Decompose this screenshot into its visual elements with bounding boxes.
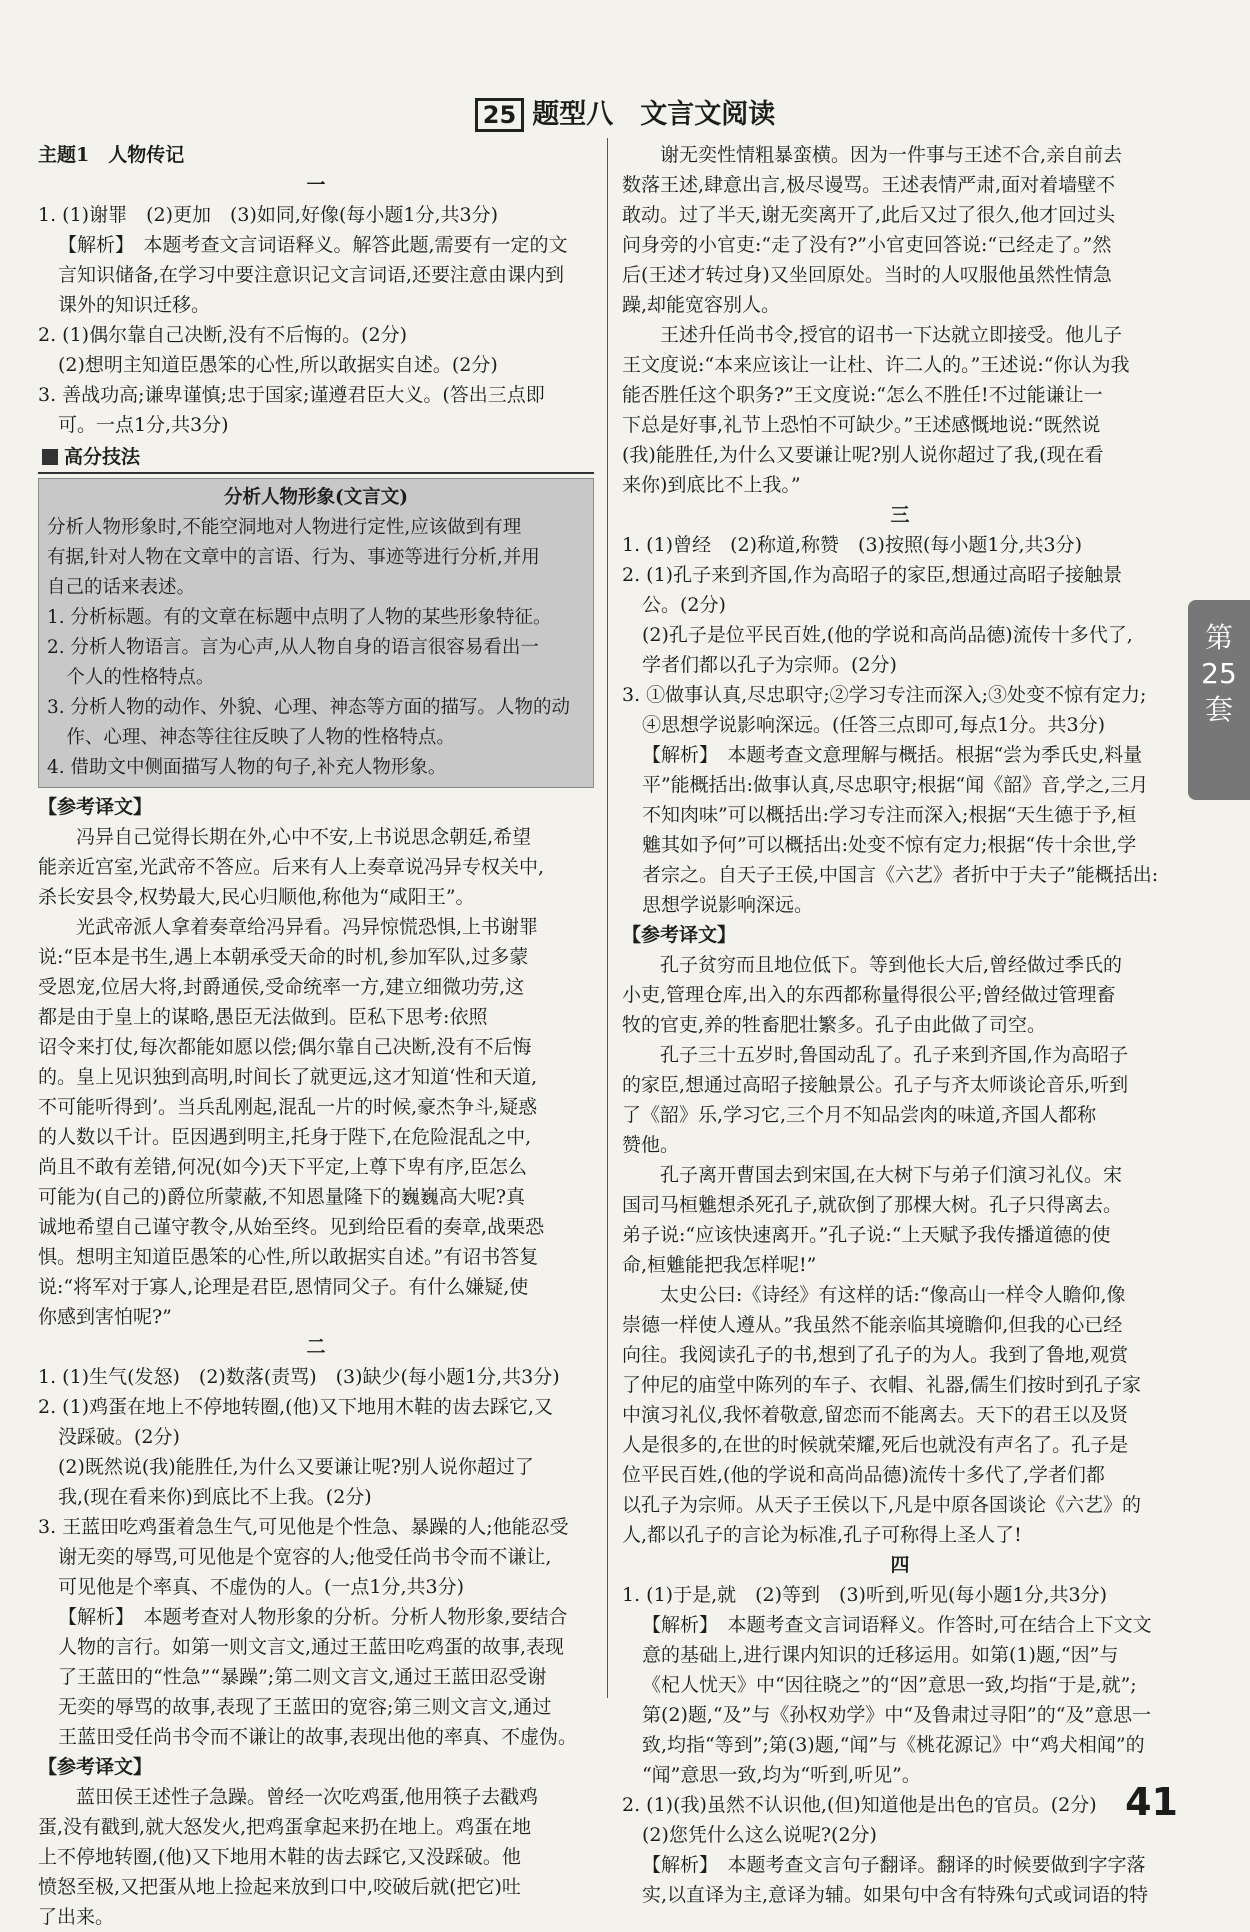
text-line: 【解析】 本题考查文言词语释义。作答时,可在结合上下文文 <box>641 1614 1152 1636</box>
text-line: 国司马桓魋想杀死孔子,就砍倒了那棵大树。孔子只得离去。 <box>622 1194 1123 1216</box>
text-line: 2. (1)孔子来到齐国,作为高昭子的家臣,想通过高昭子接触景 <box>622 564 1123 586</box>
tip-line: 个人的性格特点。 <box>66 667 215 688</box>
text-line: 孔子离开曹国去到宋国,在大树下与弟子们演习礼仪。宋 <box>660 1164 1123 1186</box>
text-line: 2. (1)偶尔靠自己决断,没有不后悔的。(2分) <box>38 324 408 346</box>
section-heading <box>38 442 594 474</box>
tip-line: 有据,针对人物在文章中的言语、行为、事迹等进行分析,并用 <box>47 547 540 568</box>
text-line: 人是很多的,在世的时候就荣耀,死后也就没有声名了。孔子是 <box>622 1434 1129 1456</box>
text-line: 都是由于皇上的谋略,愚臣无法做到。臣私下思考:依照 <box>38 1006 488 1028</box>
text-line: 无奕的辱骂的故事,表现了王蓝田的宽容;第三则文言文,通过 <box>57 1696 552 1718</box>
text-line: 孔子贫穷而且地位低下。等到他长大后,曾经做过季氏的 <box>660 954 1123 976</box>
text-line: 诏令来打仗,每次都能如愿以偿;偶尔靠自己决断,没有不后悔 <box>38 1036 532 1058</box>
text-line: (2)既然说(我)能胜任,为什么又要谦让呢?别人说你超过了 <box>57 1456 534 1478</box>
text-line: 蛋,没有戳到,就大怒发火,把鸡蛋拿起来扔在地上。鸡蛋在地 <box>38 1816 532 1838</box>
share-icon <box>42 449 58 465</box>
text-line: 王蓝田受任尚书令而不谦让的故事,表现出他的率真、不虚伪。 <box>57 1726 577 1748</box>
text-line: 尚且不敢有差错,何况(如今)天下平定,上尊下卑有序,臣怎么 <box>38 1156 527 1178</box>
text-line: 言知识储备,在学习中要注意识记文言词语,还要注意由课内到 <box>57 264 565 286</box>
text-line: 1. (1)生气(发怒) (2)数落(责骂) (3)缺少(每小题1分,共3分) <box>38 1366 560 1388</box>
text-line: 能否胜任这个职务?”王文度说:“怎么不胜任!不过能谦让一 <box>622 384 1103 406</box>
text-line: 牧的官吏,养的牲畜肥壮繁多。孔子由此做了司空。 <box>622 1014 1047 1036</box>
text-line: 王述升任尚书令,授官的诏书一下达就立即接受。他儿子 <box>660 324 1123 346</box>
text-line: 魋其如予何”可以概括出:处变不惊有定力;根据“传十余世,学 <box>641 834 1137 856</box>
set-number: 25 <box>475 98 524 132</box>
text-line: 位平民百姓,(他的学说和高尚品德)流传十多代了,学者们都 <box>622 1464 1105 1486</box>
text-line: 1. (1)谢罪 (2)更加 (3)如同,好像(每小题1分,共3分) <box>38 204 498 226</box>
text-line: 谢无奕性情粗暴蛮横。因为一件事与王述不合,亲自前去 <box>660 144 1123 166</box>
text-line: 说:“将军对于寡人,论理是君臣,恩情同父子。有什么嫌疑,使 <box>38 1276 529 1298</box>
text-line: 的人数以千计。臣因遇到明主,托身于陛下,在危险混乱之中, <box>38 1126 532 1148</box>
text-line: 课外的知识迁移。 <box>57 294 210 316</box>
text-line: 3. ①做事认真,尽忠职守;②学习专注而深入;③处变不惊有定力; <box>622 684 1147 706</box>
text-line: 第(2)题,“及”与《孙权劝学》中“及鲁肃过寻阳”的“及”意思一 <box>641 1704 1152 1726</box>
text-line: 二 <box>306 1336 326 1358</box>
right-column <box>622 140 1178 1910</box>
tip-line: 分析人物形象时,不能空洞地对人物进行定性,应该做到有理 <box>47 517 522 538</box>
text-line: 不知肉味”可以概括出:学习专注而深入;根据“天生德于予,桓 <box>641 804 1137 826</box>
column-divider <box>607 138 608 1698</box>
text-line: 来你)到底比不上我。” <box>622 474 801 496</box>
text-line: 【解析】 本题考查文言词语释义。解答此题,需要有一定的文 <box>57 234 568 256</box>
tip-line: 分析人物形象(文言文) <box>223 487 408 508</box>
text-line: 小吏,管理仓库,出入的东西都称量得很公平;曾经做过管理畜 <box>622 984 1116 1006</box>
text-line: 【解析】 本题考查文意理解与概括。根据“尝为季氏史,料量 <box>641 744 1143 766</box>
text-line: 四 <box>890 1554 910 1576</box>
text-line: 【解析】 本题考查文言句子翻译。翻译的时候要做到字字落 <box>641 1854 1146 1876</box>
text-line: ④思想学说影响深远。(任答三点即可,每点1分。共3分) <box>641 714 1105 736</box>
tip-line: 作、心理、神态等往往反映了人物的性格特点。 <box>66 727 455 748</box>
page-title <box>0 92 1250 132</box>
text-line: 可能为(自己的)爵位所蒙蔽,不知恩量隆下的巍巍高大呢?真 <box>38 1186 526 1208</box>
text-line: 上不停地转圈,(他)又下地用木鞋的齿去踩它,又没踩破。他 <box>38 1846 521 1868</box>
text-line: 赞他。 <box>622 1134 680 1156</box>
text-line: 命,桓魋能把我怎样呢!” <box>622 1254 817 1276</box>
text-line: 者宗之。自天子王侯,中国言《六艺》者折中于夫子”能概括出: <box>641 864 1159 886</box>
text-line: 不可能听得到’。当兵乱刚起,混乱一片的时候,豪杰争斗,疑惑 <box>38 1096 538 1118</box>
side-tab-line: 25 <box>1201 657 1237 690</box>
text-line: 受恩宠,位居大将,封爵通侯,受命统率一方,建立细微功劳,这 <box>38 976 525 998</box>
tip-line: 自己的话来表述。 <box>47 577 196 598</box>
text-line: 了《韶》乐,学习它,三个月不知品尝肉的味道,齐国人都称 <box>622 1104 1097 1126</box>
text-line: 弟子说:“应该快速离开。”孔子说:“上天赋予我传播道德的使 <box>622 1224 1111 1246</box>
text-line: 【参考译文】 <box>38 1756 153 1778</box>
text-line: 向往。我阅读孔子的书,想到了孔子的为人。我到了鲁地,观赏 <box>622 1344 1129 1366</box>
text-line: 以孔子为宗师。从天子王侯以下,凡是中原各国谈论《六艺》的 <box>622 1494 1142 1516</box>
text-line: 我,(现在看来你)到底比不上我。(2分) <box>57 1486 372 1508</box>
text-line: 崇德一样使人遵从。”我虽然不能亲临其境瞻仰,但我的心已经 <box>622 1314 1123 1336</box>
text-line: 主题1 人物传记 <box>38 144 185 166</box>
tip-line: 3. 分析人物的动作、外貌、心理、神态等方面的描写。人物的动 <box>47 697 571 718</box>
text-line: 人物的言行。如第一则文言文,通过王蓝田吃鸡蛋的故事,表现 <box>57 1636 565 1658</box>
title-text: 题型八 文言文阅读 <box>532 99 776 130</box>
text-line: 平”能概括出:做事认真,尽忠职守;根据“闻《韶》音,学之,三月 <box>641 774 1149 796</box>
text-line: 3. 王蓝田吃鸡蛋着急生气,可见他是个性急、暴躁的人;他能忍受 <box>38 1516 569 1538</box>
text-line: 愤怒至极,又把蛋从地上捡起来放到口中,咬破后就(把它)吐 <box>38 1876 521 1898</box>
tip-line: 1. 分析标题。有的文章在标题中点明了人物的某些形象特征。 <box>47 607 552 628</box>
text-line: 后(王述才转过身)又坐回原处。当时的人叹服他虽然性情急 <box>622 264 1112 286</box>
text-line: 人,都以孔子的言论为标准,孔子可称得上圣人了! <box>622 1524 1022 1546</box>
page-number: 41 <box>1125 1780 1178 1824</box>
text-line: 学者们都以孔子为宗师。(2分) <box>641 654 897 676</box>
text-line: 1. (1)曾经 (2)称道,称赞 (3)按照(每小题1分,共3分) <box>622 534 1082 556</box>
text-line: 了出来。 <box>38 1906 115 1928</box>
text-line: 中演习礼仪,我怀着敬意,留恋而不能离去。天下的君王以及贤 <box>622 1404 1129 1426</box>
text-line: 三 <box>890 504 910 526</box>
text-line: 诚地希望自己谨守教令,从始至终。见到给臣看的奏章,战栗恐 <box>38 1216 545 1238</box>
text-line: 可见他是个率真、不虚伪的人。(一点1分,共3分) <box>57 1576 464 1598</box>
text-line: 2. (1)鸡蛋在地上不停地转圈,(他)又下地用木鞋的齿去踩它,又 <box>38 1396 553 1418</box>
text-line: 蓝田侯王述性子急躁。曾经一次吃鸡蛋,他用筷子去戳鸡 <box>76 1786 539 1808</box>
text-line: 数落王述,肆意出言,极尽谩骂。王述表情严肃,面对着墙壁不 <box>622 174 1116 196</box>
text-line: 了王蓝田的“性急”“暴躁”;第二则文言文,通过王蓝田忍受谢 <box>57 1666 547 1688</box>
text-line: 谢无奕的辱骂,可见他是个宽容的人;他受任尚书令而不谦让, <box>57 1546 552 1568</box>
text-line: (2)孔子是位平民百姓,(他的学说和高尚品德)流传十多代了, <box>641 624 1133 646</box>
text-line: 可。一点1分,共3分) <box>57 414 229 436</box>
text-line: 实,以直译为主,意译为辅。如果句中含有特殊句式或词语的特 <box>641 1884 1149 1906</box>
text-line: 能亲近宫室,光武帝不答应。后来有人上奏章说冯异专权关中, <box>38 856 545 878</box>
text-line: 说:“臣本是书生,遇上本朝承受天命的时机,参加军队,过多蒙 <box>38 946 529 968</box>
side-tab-line: 第 <box>1204 621 1233 654</box>
text-line: 没踩破。(2分) <box>57 1426 180 1448</box>
text-line: (2)您凭什么这么说呢?(2分) <box>641 1824 877 1846</box>
text-line: 敢动。过了半天,谢无奕离开了,此后又过了很久,他才回过头 <box>622 204 1116 226</box>
text-line: 孔子三十五岁时,鲁国动乱了。孔子来到齐国,作为高昭子 <box>660 1044 1129 1066</box>
text-line: 2. (1)(我)虽然不认识他,(但)知道他是出色的官员。(2分) <box>622 1794 1097 1816</box>
side-tab-line: 套 <box>1204 693 1233 726</box>
side-tab <box>1188 600 1250 800</box>
text-line: 冯异自己觉得长期在外,心中不安,上书说思念朝廷,希望 <box>76 826 532 848</box>
text-line: 《杞人忧天》中“因往晓之”的“因”意思一致,均指“于是,就”; <box>641 1674 1137 1696</box>
text-line: 了仲尼的庙堂中陈列的车子、衣帽、礼器,儒生们按时到孔子家 <box>622 1374 1142 1396</box>
text-line: (2)想明主知道臣愚笨的心性,所以敢据实自述。(2分) <box>57 354 498 376</box>
text-line: 你感到害怕呢?” <box>38 1306 172 1328</box>
text-line: 公。(2分) <box>641 594 726 616</box>
text-line: 王文度说:“本来应该让一让杜、许二人的。”王述说:“你认为我 <box>622 354 1130 376</box>
tip-line: 2. 分析人物语言。言为心声,从人物自身的语言很容易看出一 <box>47 637 539 658</box>
text-line: (我)能胜任,为什么又要谦让呢?别人说你超过了我,(现在看 <box>622 444 1104 466</box>
text-line: 【参考译文】 <box>622 924 737 946</box>
text-line: 光武帝派人拿着奏章给冯异看。冯异惊慌恐惧,上书谢罪 <box>76 916 539 938</box>
text-line: 的家臣,想通过高昭子接触景公。孔子与齐太师谈论音乐,听到 <box>622 1074 1129 1096</box>
text-line: 下总是好事,礼节上恐怕不可缺少。”王述感慨地说:“既然说 <box>622 414 1101 436</box>
left-column <box>38 140 594 1932</box>
text-line: 惧。想明主知道臣愚笨的心性,所以敢据实自述。”有诏书答复 <box>38 1246 539 1268</box>
tip-line: 4. 借助文中侧面描写人物的句子,补充人物形象。 <box>47 757 447 778</box>
text-line: “闻”意思一致,均为“听到,听见”。 <box>641 1764 921 1786</box>
text-line: 【解析】 本题考查对人物形象的分析。分析人物形象,要结合 <box>57 1606 568 1628</box>
section-heading-text: 高分技法 <box>64 446 141 468</box>
text-line: 的。皇上见识独到高明,时间长了就更远,这才知道‘性和天道, <box>38 1066 538 1088</box>
text-line: 思想学说影响深远。 <box>641 894 813 916</box>
tip-box <box>38 478 594 788</box>
text-line: 问身旁的小官吏:“走了没有?”小官吏回答说:“已经走了。”然 <box>622 234 1112 256</box>
text-line: 【参考译文】 <box>38 796 153 818</box>
text-line: 致,均指“等到”;第(3)题,“闻”与《桃花源记》中“鸡犬相闻”的 <box>641 1734 1145 1756</box>
text-line: 1. (1)于是,就 (2)等到 (3)听到,听见(每小题1分,共3分) <box>622 1584 1108 1606</box>
text-line: 一 <box>306 174 326 196</box>
text-line: 杀长安县令,权势最大,民心归顺他,称他为“咸阳王”。 <box>38 886 475 908</box>
text-line: 太史公曰:《诗经》有这样的话:“像高山一样令人瞻仰,像 <box>660 1284 1126 1306</box>
text-line: 意的基础上,进行课内知识的迁移运用。如第(1)题,“因”与 <box>641 1644 1119 1666</box>
text-line: 3. 善战功高;谦卑谨慎;忠于国家;谨遵君臣大义。(答出三点即 <box>38 384 545 406</box>
text-line: 躁,却能宽容别人。 <box>622 294 781 316</box>
